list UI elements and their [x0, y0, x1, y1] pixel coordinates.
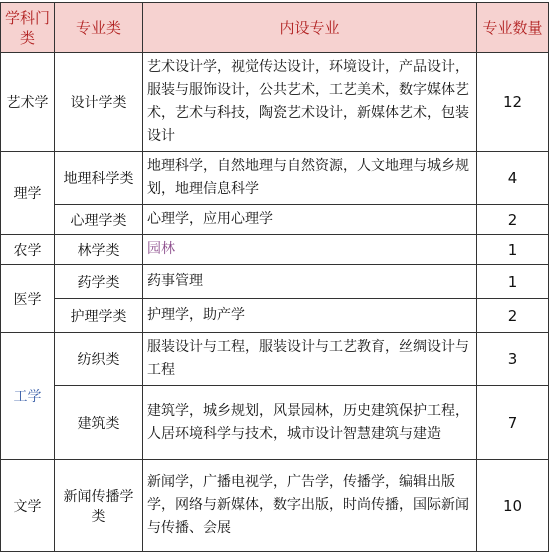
count-cell: 4	[477, 152, 549, 205]
table-row	[1, 152, 549, 205]
subcategory-cell: 设计学类	[55, 53, 143, 152]
subcategory-cell: 药学类	[55, 265, 143, 299]
table-row	[1, 235, 549, 265]
header-majors: 内设专业	[143, 3, 477, 53]
count-cell: 12	[477, 53, 549, 152]
subcategory-cell: 新闻传播学类	[55, 460, 143, 552]
majors-cell: 心理学，应用心理学	[143, 205, 477, 235]
header-count: 专业数量	[477, 3, 549, 53]
subcategory-cell: 林学类	[55, 235, 143, 265]
majors-cell: 地理科学，自然地理与自然资源，人文地理与城乡规划，地理信息科学	[143, 152, 477, 205]
header-row	[1, 3, 549, 53]
count-cell: 1	[477, 265, 549, 299]
subcategory-cell: 纺织类	[55, 333, 143, 386]
table-row	[1, 299, 549, 333]
majors-cell: 护理学，助产学	[143, 299, 477, 333]
majors-cell: 药事管理	[143, 265, 477, 299]
table-row	[1, 333, 549, 386]
table-row	[1, 205, 549, 235]
count-cell: 2	[477, 205, 549, 235]
subcategory-cell: 护理学类	[55, 299, 143, 333]
subcategory-cell: 心理学类	[55, 205, 143, 235]
count-cell: 10	[477, 460, 549, 552]
count-cell: 7	[477, 386, 549, 460]
header-subcategory: 专业类	[55, 3, 143, 53]
table-row	[1, 386, 549, 460]
category-cell: 艺术学	[1, 53, 55, 152]
majors-cell: 艺术设计学，视觉传达设计，环境设计，产品设计，服装与服饰设计，公共艺术，工艺美术，数字媒体艺术，艺术与科技，陶瓷艺术设计，新媒体艺术，包装设计	[143, 53, 477, 152]
table-row	[1, 265, 549, 299]
subcategory-cell: 地理科学类	[55, 152, 143, 205]
table-row	[1, 460, 549, 552]
majors-cell: 园林	[143, 235, 477, 265]
subcategory-cell: 建筑类	[55, 386, 143, 460]
majors-cell: 建筑学，城乡规划，风景园林，历史建筑保护工程，人居环境科学与技术，城市设计智慧建筑与建造	[143, 386, 477, 460]
count-cell: 3	[477, 333, 549, 386]
count-cell: 2	[477, 299, 549, 333]
category-cell: 农学	[1, 235, 55, 265]
count-cell: 1	[477, 235, 549, 265]
category-cell: 文学	[1, 460, 55, 552]
category-cell: 医学	[1, 265, 55, 333]
majors-table	[0, 2, 549, 552]
category-cell: 工学	[1, 333, 55, 460]
majors-cell: 服装设计与工程，服装设计与工艺教育，丝绸设计与工程	[143, 333, 477, 386]
category-cell: 理学	[1, 152, 55, 235]
header-category: 学科门类	[1, 3, 55, 53]
table-row	[1, 53, 549, 152]
majors-cell: 新闻学，广播电视学，广告学，传播学，编辑出版学，网络与新媒体，数字出版，时尚传播，国际新闻与传播、会展	[143, 460, 477, 552]
